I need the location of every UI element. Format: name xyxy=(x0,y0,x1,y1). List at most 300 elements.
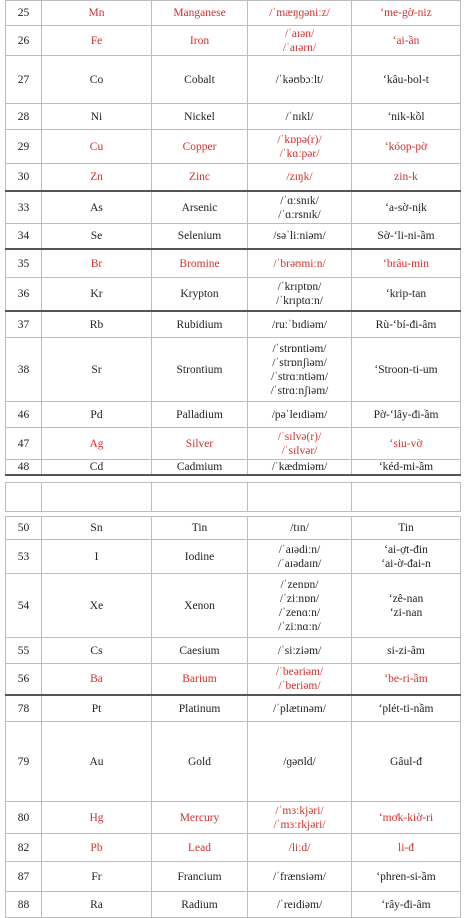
ipa-cell xyxy=(247,56,351,103)
cell-text: Sờ-‘li-ni-ầm xyxy=(377,230,435,242)
ipa-cell xyxy=(247,164,351,190)
table-row xyxy=(5,862,461,892)
ipa-cell xyxy=(247,402,351,427)
atomic-number-cell xyxy=(5,638,41,663)
ipa-cell xyxy=(247,104,351,129)
cell-text: /ˈɑːrsnɪk/ xyxy=(278,208,321,221)
blank-cell xyxy=(41,483,151,511)
cell-text: ‘zi-nan xyxy=(389,606,423,619)
cell-text: /ˈaɪən/ xyxy=(284,27,315,40)
cell-text: /ˈsɪlvər/ xyxy=(281,444,318,457)
atomic-number-cell xyxy=(5,250,41,277)
element-name-cell xyxy=(151,540,247,573)
atomic-number-cell xyxy=(5,540,41,573)
cell-text: Hg xyxy=(89,811,104,824)
cell-text: ‘a-sờ-nịk xyxy=(385,201,427,214)
cell-text: Kr xyxy=(90,288,103,300)
element-name-cell xyxy=(151,517,247,539)
cell-text: /ˈplætɪnəm/ xyxy=(272,702,327,715)
cell-text: ‘siu-vờ xyxy=(389,437,423,450)
table-row xyxy=(5,26,461,56)
cell-text: /ˈaɪədiːn/ xyxy=(278,543,321,556)
element-name-cell xyxy=(151,26,247,55)
cell-text: Rb xyxy=(89,318,104,331)
atomic-number-cell xyxy=(5,892,41,917)
cell-text: 54 xyxy=(17,599,30,612)
table-row xyxy=(5,722,461,802)
element-name-cell xyxy=(151,574,247,637)
atomic-number-cell xyxy=(5,312,41,337)
cell-text: Selenium xyxy=(177,230,222,242)
cell-text: Cadmium xyxy=(176,461,223,473)
vietnamese-pronunciation-cell xyxy=(351,56,461,103)
ipa-cell xyxy=(247,802,351,833)
atomic-number-cell xyxy=(5,428,41,459)
cell-text: Sn xyxy=(90,522,103,534)
cell-text: /səˈliːniəm/ xyxy=(273,230,326,242)
cell-text: /ˈstrɑːntiəm/ xyxy=(270,370,329,383)
table-row xyxy=(5,338,461,402)
cell-text: /ˈkædmiəm/ xyxy=(271,461,328,473)
cell-text: Silver xyxy=(185,437,214,450)
cell-text: 87 xyxy=(17,870,30,883)
element-name-cell xyxy=(151,312,247,337)
cell-text: ‘krip-tan xyxy=(385,288,427,300)
blank-cell xyxy=(351,483,461,511)
ipa-cell xyxy=(247,834,351,861)
ipa-cell xyxy=(247,192,351,223)
cell-text: ‘kóop-pờ xyxy=(384,140,428,153)
cell-text: 48 xyxy=(17,461,30,473)
symbol-cell xyxy=(41,56,151,103)
cell-text: Radium xyxy=(181,898,218,911)
element-name-cell xyxy=(151,192,247,223)
cell-text: Rubidium xyxy=(176,318,223,331)
element-name-cell xyxy=(151,224,247,248)
vietnamese-pronunciation-cell xyxy=(351,460,461,474)
ipa-cell xyxy=(247,250,351,277)
cell-text: Pb xyxy=(90,841,103,854)
element-name-cell xyxy=(151,696,247,721)
element-name-cell xyxy=(151,892,247,917)
cell-text: 33 xyxy=(17,201,30,214)
vietnamese-pronunciation-cell xyxy=(351,402,461,427)
cell-text: 55 xyxy=(17,644,30,657)
cell-text: /pəˈleɪdiəm/ xyxy=(271,408,328,421)
symbol-cell xyxy=(41,338,151,401)
symbol-cell xyxy=(41,722,151,801)
cell-text: Caesium xyxy=(179,644,220,657)
vietnamese-pronunciation-cell xyxy=(351,338,461,401)
cell-text: /ˈstrɒnʃiəm/ xyxy=(272,356,327,369)
atomic-number-cell xyxy=(5,1,41,25)
symbol-cell xyxy=(41,1,151,25)
cell-text: /ˈsɪlvə(r)/ xyxy=(277,430,322,443)
blank-row xyxy=(5,482,461,512)
cell-text: /ˈkrɪptɑːn/ xyxy=(276,295,323,307)
atomic-number-cell xyxy=(5,722,41,801)
element-name-cell xyxy=(151,1,247,25)
atomic-number-cell xyxy=(5,130,41,163)
cell-text: Zinc xyxy=(188,171,211,183)
symbol-cell xyxy=(41,192,151,223)
symbol-cell xyxy=(41,834,151,861)
element-name-cell xyxy=(151,104,247,129)
vietnamese-pronunciation-cell xyxy=(351,638,461,663)
table-row xyxy=(5,892,461,918)
table-row xyxy=(5,638,461,664)
cell-text: Gâul-đ xyxy=(390,755,422,768)
element-name-cell xyxy=(151,722,247,801)
ipa-cell xyxy=(247,278,351,310)
cell-text: Barium xyxy=(182,673,217,685)
cell-text: Cu xyxy=(89,140,104,153)
vietnamese-pronunciation-cell xyxy=(351,26,461,55)
cell-text: Co xyxy=(89,73,104,86)
table-row xyxy=(5,460,461,476)
cell-text: ‘ai-ờ-đai-n xyxy=(381,557,431,570)
cell-text: ‘kéd-mi-ầm xyxy=(378,461,434,473)
element-name-cell xyxy=(151,130,247,163)
element-name-cell xyxy=(151,460,247,474)
cell-text: Strontium xyxy=(176,363,223,376)
ipa-cell xyxy=(247,1,351,25)
cell-text: 88 xyxy=(17,898,30,911)
cell-text: /ˈstrɑːnʃiəm/ xyxy=(270,384,329,397)
cell-text: 78 xyxy=(17,702,30,715)
cell-text: Cobalt xyxy=(184,73,215,86)
cell-text: /ˈmɜːkjəri/ xyxy=(275,804,324,817)
cell-text: 37 xyxy=(17,318,30,331)
symbol-cell xyxy=(41,802,151,833)
ipa-cell xyxy=(247,224,351,248)
ipa-cell xyxy=(247,574,351,637)
element-name-cell xyxy=(151,802,247,833)
cell-text: 56 xyxy=(17,673,30,685)
cell-text: 50 xyxy=(17,522,30,534)
cell-text: ‘mơk-kiờ-ri xyxy=(378,811,434,824)
cell-text: /zɪŋk/ xyxy=(286,171,313,183)
vietnamese-pronunciation-cell xyxy=(351,1,461,25)
element-name-cell xyxy=(151,56,247,103)
cell-text: Br xyxy=(90,257,103,270)
table-row xyxy=(5,664,461,696)
element-name-cell xyxy=(151,638,247,663)
blank-cell xyxy=(247,483,351,511)
table-row xyxy=(5,802,461,834)
symbol-cell xyxy=(41,428,151,459)
element-name-cell xyxy=(151,338,247,401)
table-row xyxy=(5,0,461,26)
cell-text: /tɪn/ xyxy=(290,522,309,534)
symbol-cell xyxy=(41,26,151,55)
cell-text: 27 xyxy=(17,73,30,86)
table-row xyxy=(5,278,461,312)
cell-text: /ˈzenɑːn/ xyxy=(278,606,321,619)
cell-text: /ˈreɪdiəm/ xyxy=(276,898,323,911)
vietnamese-pronunciation-cell xyxy=(351,696,461,721)
cell-text: /ˈbeəriəm/ xyxy=(275,666,324,678)
cell-text: /ˈfrænsiəm/ xyxy=(272,870,327,883)
cell-text: /ˈkɒpə(r)/ xyxy=(277,133,322,146)
ipa-cell xyxy=(247,892,351,917)
symbol-cell xyxy=(41,574,151,637)
table-row xyxy=(5,402,461,428)
cell-text: Sr xyxy=(91,363,102,376)
symbol-cell xyxy=(41,517,151,539)
cell-text: /ˈstrɒntiəm/ xyxy=(272,342,327,355)
vietnamese-pronunciation-cell xyxy=(351,278,461,310)
cell-text: /ˈkəʊbɔːlt/ xyxy=(275,73,324,86)
vietnamese-pronunciation-cell xyxy=(351,250,461,277)
cell-text: 26 xyxy=(17,34,30,47)
cell-text: 79 xyxy=(17,755,30,768)
cell-text: Iron xyxy=(189,34,210,47)
ipa-cell xyxy=(247,664,351,694)
cell-text: Ni xyxy=(90,110,103,123)
cell-text: Au xyxy=(89,755,104,768)
atomic-number-cell xyxy=(5,192,41,223)
cell-text: /ˈzenɒn/ xyxy=(280,578,319,591)
ipa-cell xyxy=(247,26,351,55)
vietnamese-pronunciation-cell xyxy=(351,130,461,163)
cell-text: /ˈbrəʊmiːn/ xyxy=(273,257,326,270)
symbol-cell xyxy=(41,250,151,277)
cell-text: Se xyxy=(90,230,103,242)
cell-text: /ˈmæŋɡəniːz/ xyxy=(269,7,330,19)
vietnamese-pronunciation-cell xyxy=(351,192,461,223)
symbol-cell xyxy=(41,130,151,163)
table-row xyxy=(5,164,461,192)
symbol-cell xyxy=(41,638,151,663)
cell-text: Tin xyxy=(398,522,414,534)
cell-text: Krypton xyxy=(180,288,219,300)
element-name-cell xyxy=(151,278,247,310)
element-table xyxy=(5,0,461,918)
cell-text: /ˈsiːziəm/ xyxy=(277,644,322,657)
atomic-number-cell xyxy=(5,56,41,103)
atomic-number-cell xyxy=(5,517,41,539)
cell-text: 30 xyxy=(17,171,30,183)
vietnamese-pronunciation-cell xyxy=(351,164,461,190)
vietnamese-pronunciation-cell xyxy=(351,802,461,833)
atomic-number-cell xyxy=(5,164,41,190)
cell-text: /ˈziːnɑːn/ xyxy=(278,620,321,633)
cell-text: /ˈberiəm/ xyxy=(278,680,321,692)
cell-text: Pt xyxy=(91,702,102,715)
cell-text: /ˈnɪkl/ xyxy=(285,110,314,123)
blank-cell xyxy=(5,483,41,511)
cell-text: si-zi-âm xyxy=(387,644,425,657)
vietnamese-pronunciation-cell xyxy=(351,834,461,861)
table-row xyxy=(5,250,461,278)
atomic-number-cell xyxy=(5,402,41,427)
cell-text: ‘brâu-min xyxy=(383,257,429,270)
cell-text: Manganese xyxy=(173,7,226,19)
cell-text: Cs xyxy=(90,644,103,657)
cell-text: Mercury xyxy=(179,811,220,824)
atomic-number-cell xyxy=(5,224,41,248)
element-name-cell xyxy=(151,664,247,694)
cell-text: As xyxy=(90,201,103,214)
vietnamese-pronunciation-cell xyxy=(351,862,461,891)
symbol-cell xyxy=(41,224,151,248)
cell-text: 38 xyxy=(17,363,30,376)
ipa-cell xyxy=(247,338,351,401)
cell-text: ‘me-gờ-niz xyxy=(380,7,432,19)
cell-text: 36 xyxy=(17,288,30,300)
cell-text: Palladium xyxy=(176,408,223,421)
table-row xyxy=(5,312,461,338)
table-row xyxy=(5,224,461,250)
cell-text: Nickel xyxy=(184,110,215,123)
cell-text: Xenon xyxy=(184,599,215,612)
symbol-cell xyxy=(41,696,151,721)
table-row xyxy=(5,428,461,460)
vietnamese-pronunciation-cell xyxy=(351,574,461,637)
cell-text: Iodine xyxy=(184,550,215,563)
element-name-cell xyxy=(151,164,247,190)
atomic-number-cell xyxy=(5,664,41,694)
cell-text: /liːd/ xyxy=(288,841,311,854)
cell-text: ‘zê-nan xyxy=(388,592,424,605)
atomic-number-cell xyxy=(5,338,41,401)
cell-text: Zn xyxy=(90,171,103,183)
cell-text: Francium xyxy=(177,870,222,883)
atomic-number-cell xyxy=(5,574,41,637)
cell-text: Fe xyxy=(90,34,103,47)
cell-text: ‘ai-ần xyxy=(392,34,420,47)
ipa-cell xyxy=(247,428,351,459)
cell-text: ‘plét-ti-nầm xyxy=(378,702,434,715)
vietnamese-pronunciation-cell xyxy=(351,892,461,917)
cell-text: 80 xyxy=(17,811,30,824)
ipa-cell xyxy=(247,312,351,337)
cell-text: Xe xyxy=(89,599,104,612)
atomic-number-cell xyxy=(5,104,41,129)
vietnamese-pronunciation-cell xyxy=(351,224,461,248)
ipa-cell xyxy=(247,540,351,573)
symbol-cell xyxy=(41,664,151,694)
atomic-number-cell xyxy=(5,696,41,721)
cell-text: /ˈɑːsnɪk/ xyxy=(280,194,319,207)
cell-text: /ˈmɜːrkjəri/ xyxy=(273,818,326,831)
cell-text: Fr xyxy=(91,870,102,883)
element-name-cell xyxy=(151,862,247,891)
cell-text: ‘phren-si-ầm xyxy=(376,870,436,883)
cell-text: Pờ-‘lây-đi-ầm xyxy=(373,408,439,421)
ipa-cell xyxy=(247,517,351,539)
ipa-cell xyxy=(247,722,351,801)
symbol-cell xyxy=(41,540,151,573)
symbol-cell xyxy=(41,862,151,891)
cell-text: ‘Stroon-ti-um xyxy=(374,363,438,376)
cell-text: 47 xyxy=(17,437,30,450)
element-name-cell xyxy=(151,250,247,277)
cell-text: 82 xyxy=(17,841,30,854)
atomic-number-cell xyxy=(5,834,41,861)
vietnamese-pronunciation-cell xyxy=(351,428,461,459)
cell-text: Platinum xyxy=(178,702,221,715)
symbol-cell xyxy=(41,312,151,337)
cell-text: ‘be-ri-ầm xyxy=(384,673,428,685)
element-name-cell xyxy=(151,834,247,861)
table-row xyxy=(5,56,461,104)
table-row xyxy=(5,130,461,164)
table-row xyxy=(5,574,461,638)
table-row xyxy=(5,516,461,540)
cell-text: /ˈaɪərn/ xyxy=(282,41,317,54)
cell-text: Cd xyxy=(89,461,104,473)
cell-text: /ruːˈbɪdiəm/ xyxy=(272,318,327,331)
blank-cell xyxy=(151,483,247,511)
cell-text: Ra xyxy=(90,898,103,911)
cell-text: 46 xyxy=(17,408,30,421)
cell-text: /ˈziːnɒn/ xyxy=(279,592,320,605)
ipa-cell xyxy=(247,696,351,721)
cell-text: Tin xyxy=(191,522,208,534)
cell-text: Pd xyxy=(90,408,103,421)
cell-text: ‘nik-kồl xyxy=(387,110,425,123)
vietnamese-pronunciation-cell xyxy=(351,104,461,129)
vietnamese-pronunciation-cell xyxy=(351,517,461,539)
cell-text: 25 xyxy=(17,7,30,19)
cell-text: /ˈkrɪptɒn/ xyxy=(277,281,322,293)
cell-text: Mn xyxy=(88,7,105,19)
cell-text: ‘kâu-bol-t xyxy=(383,73,429,86)
ipa-cell xyxy=(247,460,351,474)
cell-text: zin-k xyxy=(394,171,418,183)
cell-text: 53 xyxy=(17,550,30,563)
atomic-number-cell xyxy=(5,460,41,474)
symbol-cell xyxy=(41,278,151,310)
table-row xyxy=(5,192,461,224)
cell-text: ‘rây-đi-âm xyxy=(381,898,431,911)
symbol-cell xyxy=(41,104,151,129)
ipa-cell xyxy=(247,638,351,663)
cell-text: Ba xyxy=(90,673,103,685)
vietnamese-pronunciation-cell xyxy=(351,540,461,573)
table-row xyxy=(5,540,461,574)
vietnamese-pronunciation-cell xyxy=(351,664,461,694)
cell-text: li-đ xyxy=(398,841,414,854)
symbol-cell xyxy=(41,460,151,474)
symbol-cell xyxy=(41,164,151,190)
cell-text: /ˈkɑːpər/ xyxy=(279,147,320,160)
cell-text: /ˈaɪədaɪn/ xyxy=(277,557,322,570)
atomic-number-cell xyxy=(5,26,41,55)
symbol-cell xyxy=(41,892,151,917)
cell-text: 34 xyxy=(17,230,30,242)
ipa-cell xyxy=(247,862,351,891)
table-row xyxy=(5,696,461,722)
atomic-number-cell xyxy=(5,278,41,310)
table-row xyxy=(5,834,461,862)
cell-text: I xyxy=(94,550,99,563)
cell-text: Copper xyxy=(182,140,217,153)
atomic-number-cell xyxy=(5,802,41,833)
table-group-upper xyxy=(5,0,461,476)
cell-text: Bromine xyxy=(179,257,220,270)
element-name-cell xyxy=(151,428,247,459)
cell-text: Rù-‘bí-đi-âm xyxy=(375,318,437,331)
symbol-cell xyxy=(41,402,151,427)
cell-text: 35 xyxy=(17,257,30,270)
cell-text: Gold xyxy=(188,755,211,768)
cell-text: 28 xyxy=(17,110,30,123)
atomic-number-cell xyxy=(5,862,41,891)
cell-text: /ɡəʊld/ xyxy=(283,755,316,768)
